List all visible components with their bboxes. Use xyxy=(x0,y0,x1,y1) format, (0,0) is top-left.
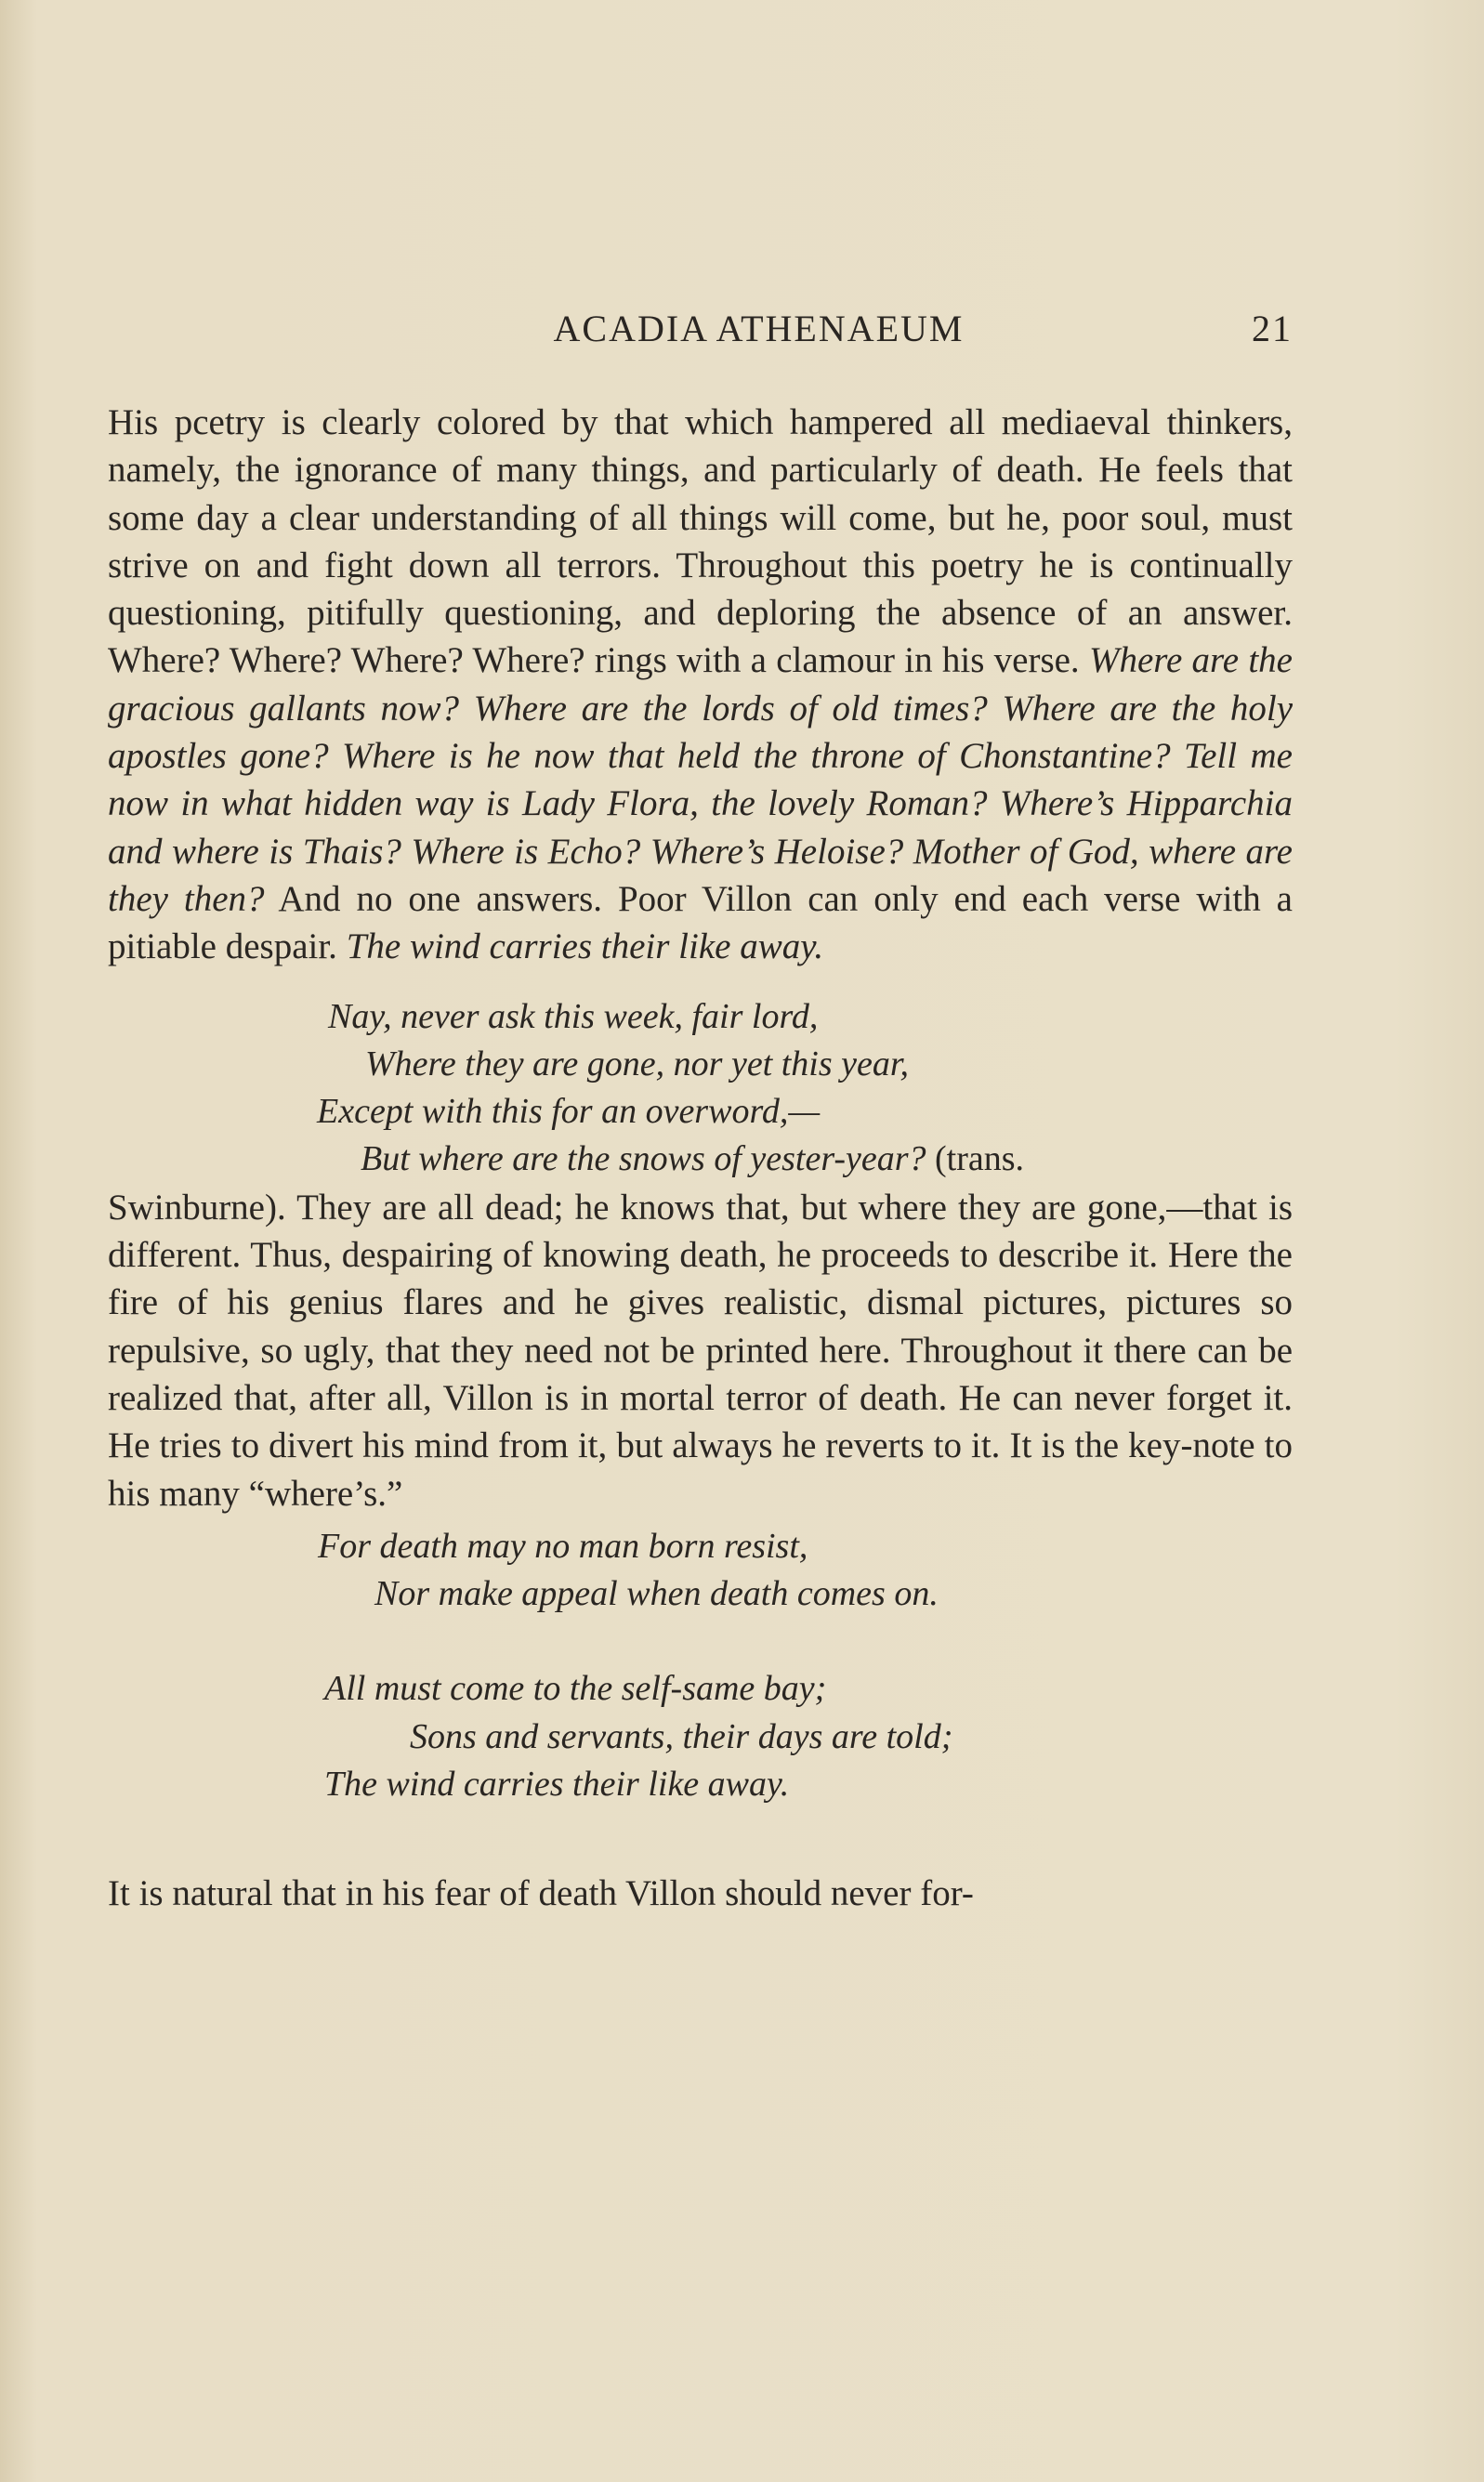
verse-line: All must come to the self-same bay; xyxy=(324,1669,827,1709)
verse-line: Where they are gone, nor yet this year, xyxy=(365,1044,909,1083)
verse-line: Sons and servants, their days are told; xyxy=(410,1716,953,1756)
verse-line: Except with this for an overword,— xyxy=(317,1092,821,1132)
page xyxy=(108,307,1293,1918)
verse-line: Nor make appeal when death comes on. xyxy=(374,1574,939,1614)
paragraph-1-text-2: And no one answers. Poor Villon can only end each verse with a pitiable despair. xyxy=(108,878,1293,967)
verse-stanza-3 xyxy=(108,1665,1293,1808)
journal-title: ACADIA ATHENAEUM xyxy=(553,308,965,349)
paragraph-1 xyxy=(108,399,1293,971)
verse-line: The wind carries their like away. xyxy=(324,1765,790,1805)
verse-line: For death may no man born resist, xyxy=(318,1526,808,1566)
page-number: 21 xyxy=(1252,308,1293,349)
paragraph-1-text: His pcetry is clearly colored by that which hampered all mediaeval thinkers, namely, the ignorance of many things, and particularly of death. He feels that some day a clear understanding of all things will come, but he, poor soul, must strive on and fight down all terrors. Throughout this poetry he is continually questioning, pitifully questioning, and deploring the absence of an answer. Where? Where? Where? Where? rings with a clamour in his verse. xyxy=(108,402,1293,681)
running-header xyxy=(108,307,1293,350)
paragraph-3: It is natural that in his fear of death Villon should never for- xyxy=(108,1873,974,1914)
paragraph-1-refrain: The wind carries their like away. xyxy=(346,926,824,967)
verse-line: But where are the snows of yester-year? xyxy=(361,1139,926,1179)
translation-credit: (trans. xyxy=(926,1139,1025,1179)
paragraph-2: Swinburne). They are all dead; he knows that, but where they are gone,—that is different. Thus, despairing of knowing death, he proceeds to describe it. Here the fire of his genius flares and he gives realistic, dismal pictures, pictures so repulsive, so ugly, that they need not be printed here. Throughout it there can be realized that, after all, Villon is in mortal terror of death. He can never forget it. He tries to divert his mind from it, but always he reverts to it. It is the key-note to his many “where’s.” xyxy=(108,1187,1293,1514)
verse-line: Nay, never ask this week, fair lord, xyxy=(328,996,819,1036)
verse-stanza-1 xyxy=(108,993,1293,1184)
verse-line-with-credit xyxy=(108,1136,1293,1183)
paragraph-1-quoted-questions: Where are the gracious gallants now? Where are the lords of old times? Where are the holy apostles gone? Where is he now that held the throne of Chonstantine? Tell me now in what hidden way is Lady Flora, the lovely Roman? Where’s Hipparchia and where is Thais? Where is Echo? Where’s Heloise? Mother of God, where are they then? xyxy=(108,640,1293,919)
verse-stanza-2 xyxy=(108,1523,1293,1619)
